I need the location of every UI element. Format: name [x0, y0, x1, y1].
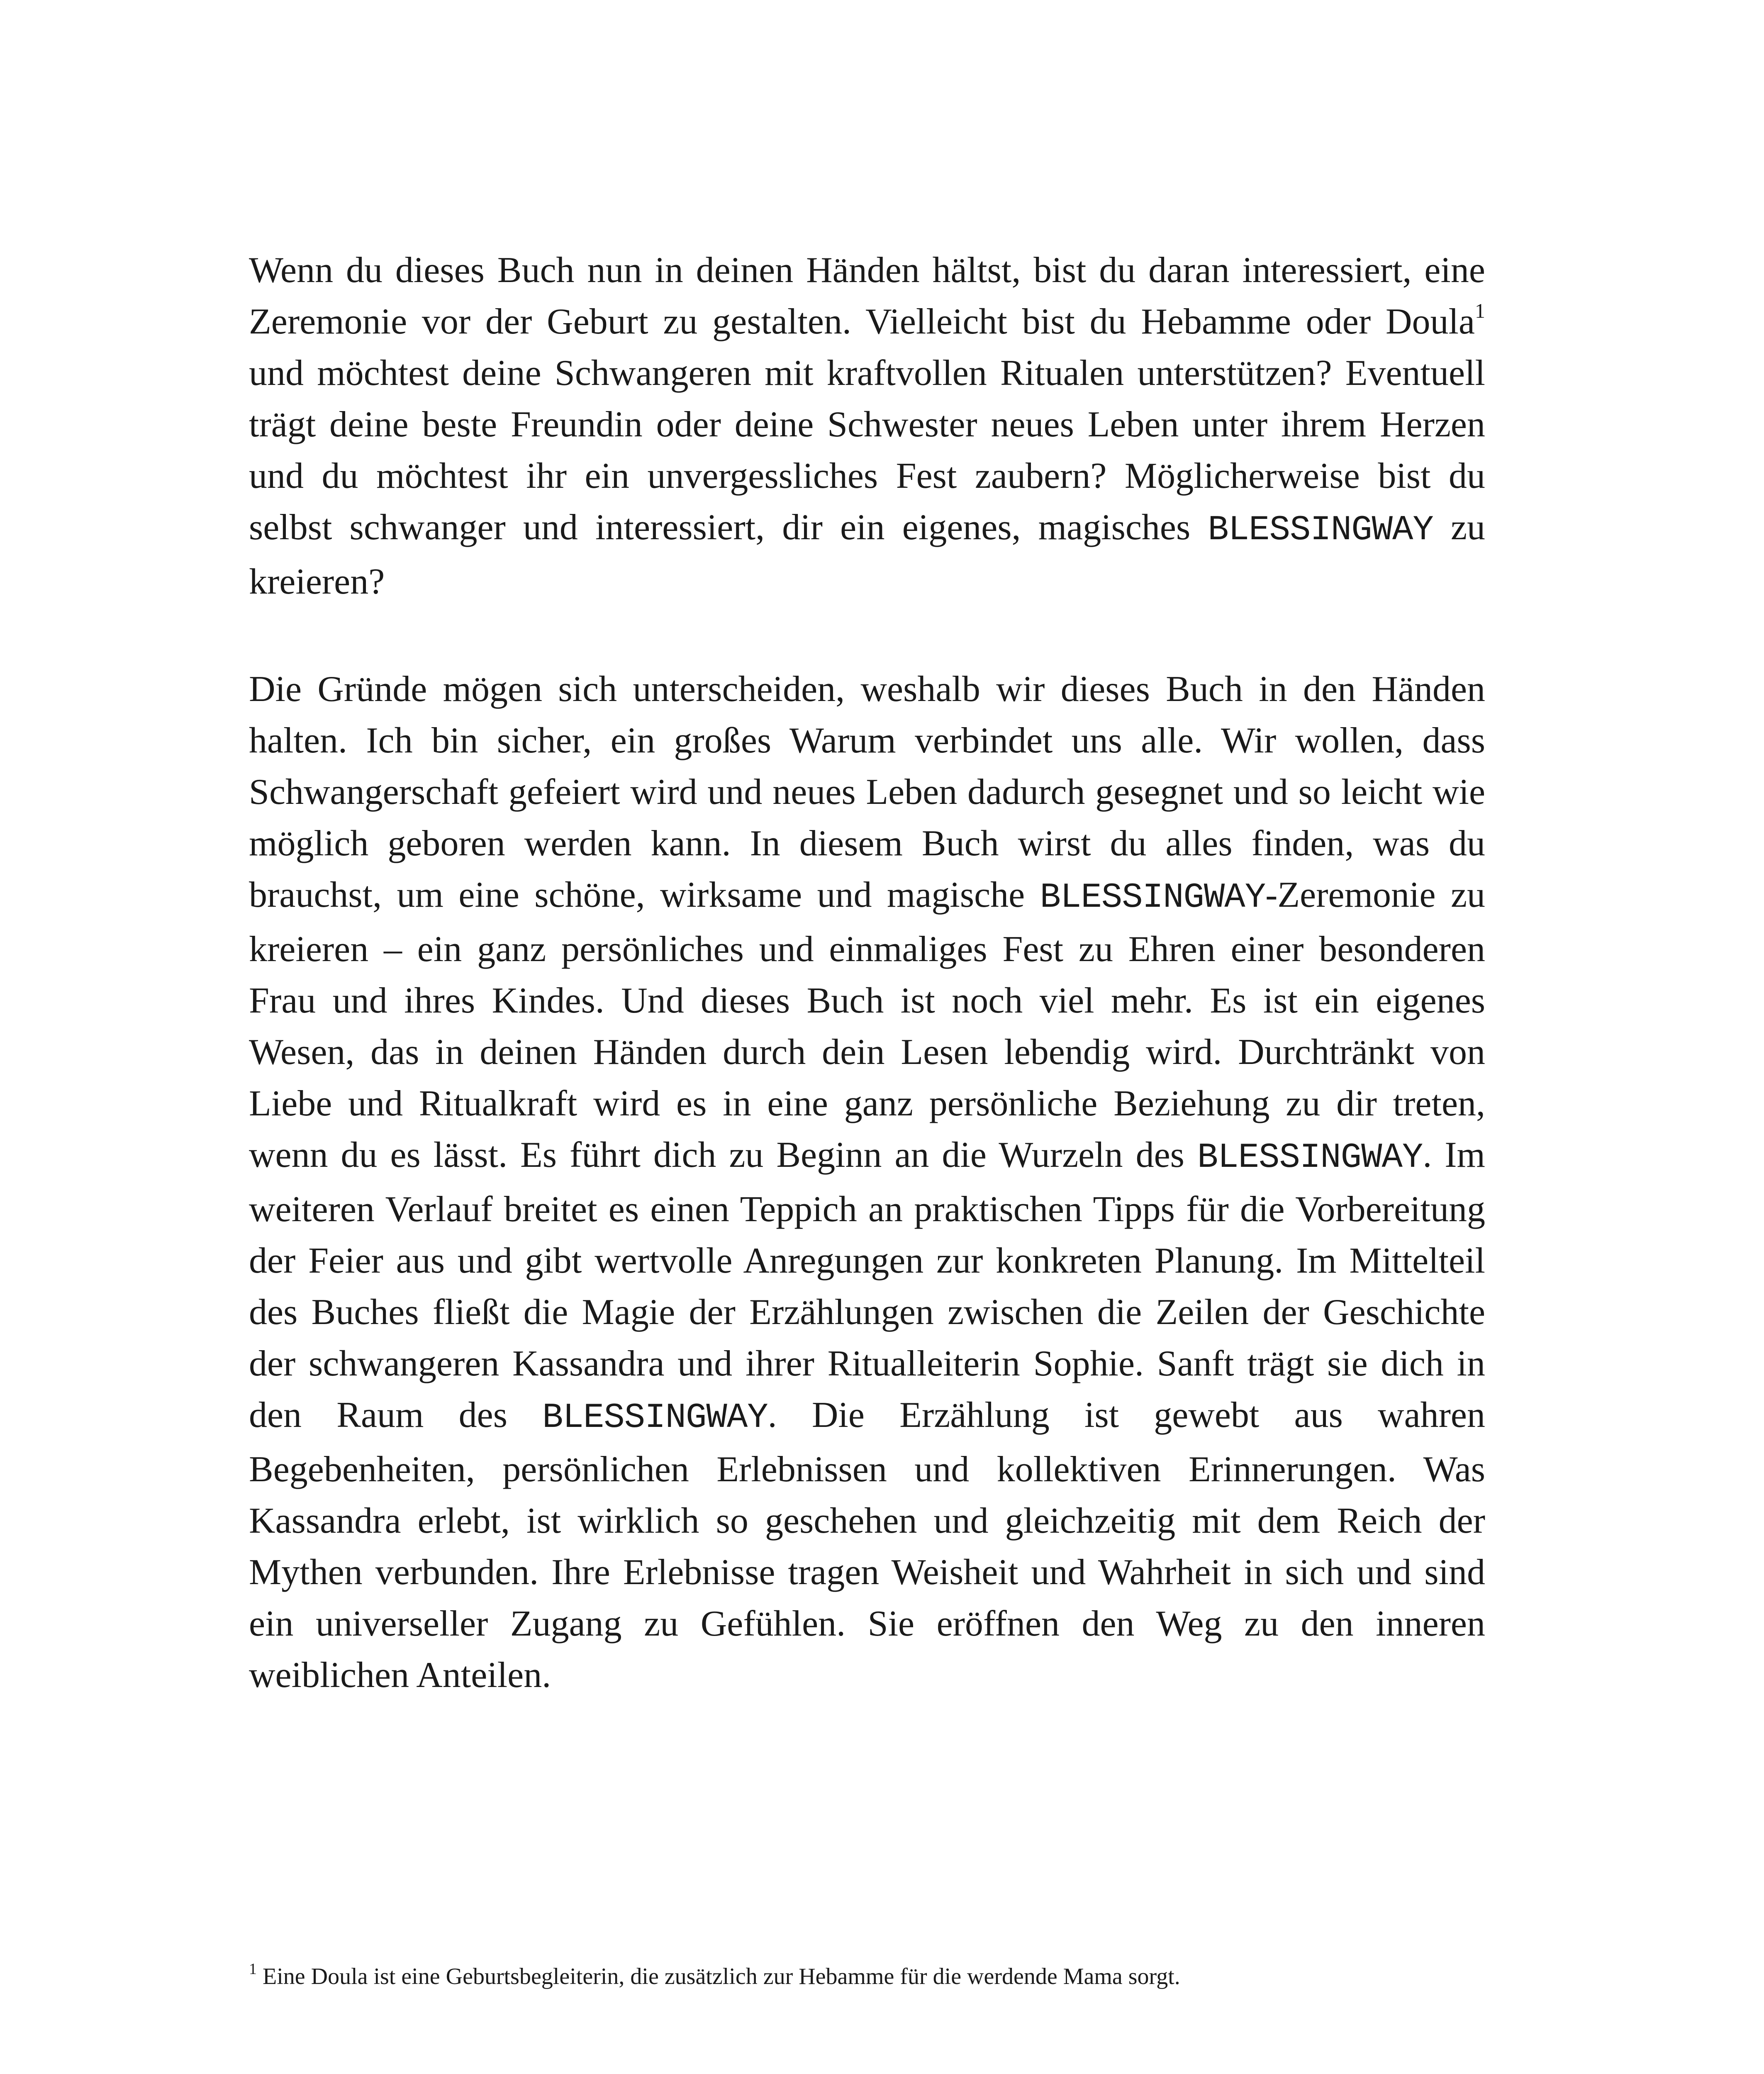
paragraph-1-text-part-3: zu kreieren? [249, 507, 1486, 602]
footnote-text: Eine Doula ist eine Geburtsbegleiterin, die zusätzlich zur Hebamme für die werdende Mama sorgt. [263, 1964, 1180, 1989]
paragraph-1-text-part-1: Wenn du dieses Buch nun in deinen Händen hältst, bist du daran interessiert, eine Zeremonie vor der Geburt zu gestalten. Vielleicht bist du Hebamme oder Doula [249, 250, 1485, 342]
paragraph-2-text-part-2: -Zeremonie zu kreieren – ein ganz persönliches und einmaliges Fest zu Ehren einer besonderen Frau und ihres Kindes. Und dieses Buch ist noch viel mehr. Es ist ein eigenes Wesen, das in deinen Händen durch dein Lesen lebendig wird. Durchtränkt von Liebe und Ritualkraft wird es in eine ganz persönliche Beziehung zu dir treten, wenn du es lässt. Es führt dich zu Beginn an die Wurzeln des [249, 875, 1486, 1175]
blessingway-term: BLESSINGWAY [1208, 511, 1433, 550]
body-paragraph-2 [249, 664, 1485, 1701]
blessingway-term: BLESSINGWAY [1197, 1138, 1423, 1178]
footnote-marker: 1 [249, 1960, 257, 1978]
blessingway-term: BLESSINGWAY [542, 1398, 768, 1438]
footnote [249, 1960, 1494, 1993]
footnote-reference: 1 [1475, 299, 1485, 322]
blessingway-term: BLESSINGWAY [1040, 878, 1266, 918]
paragraph-text [249, 664, 1485, 1701]
body-paragraph-1 [249, 245, 1485, 608]
paragraph-2-text-part-1: Die Gründe mögen sich unterscheiden, weshalb wir dieses Buch in den Händen halten. Ich bin sicher, ein großes Warum verbindet uns alle. Wir wollen, dass Schwangerschaft gefeiert wird und neues Leben dadurch gesegnet und so leicht wie möglich geboren werden kann. In diesem Buch wirst du alles finden, was du brauchst, um eine schöne, wirksame und magische [249, 669, 1485, 915]
paragraph-2-text-part-4: . Die Erzählung ist gewebt aus wahren Begebenheiten, persönlichen Erlebnissen und kollektiven Erinnerungen. Was Kassandra erlebt, ist wirklich so geschehen und gleichzeitig mit dem Reich der Mythen verbunden. Ihre Erlebnisse tragen Weisheit und Wahrheit in sich und sind ein universeller Zugang zu Gefühlen. Sie eröffnen den Weg zu den inneren weiblichen Anteilen. [249, 1395, 1485, 1695]
paragraph-2-text-part-3: . Im weiteren Verlauf breitet es einen Teppich an praktischen Tipps für die Vorbereitung der Feier aus und gibt wertvolle Anregungen zur konkreten Planung. Im Mittelteil des Buches fließt die Magie der Erzählungen zwischen die Zeilen der Geschichte der schwangeren Kassandra und ihrer Ritualleiterin Sophie. Sanft trägt sie dich in den Raum des [249, 1135, 1485, 1435]
paragraph-text [249, 245, 1485, 608]
paragraph-1-text-part-2: und möchtest deine Schwangeren mit kraftvollen Ritualen unterstützen? Eventuell trägt deine beste Freundin oder deine Schwester neues Leben unter ihrem Herzen und du möchtest ihr ein unvergessliches Fest zaubern? Möglicherweise bist du selbst schwanger und interessiert, dir ein eigenes, magisches [249, 353, 1485, 548]
